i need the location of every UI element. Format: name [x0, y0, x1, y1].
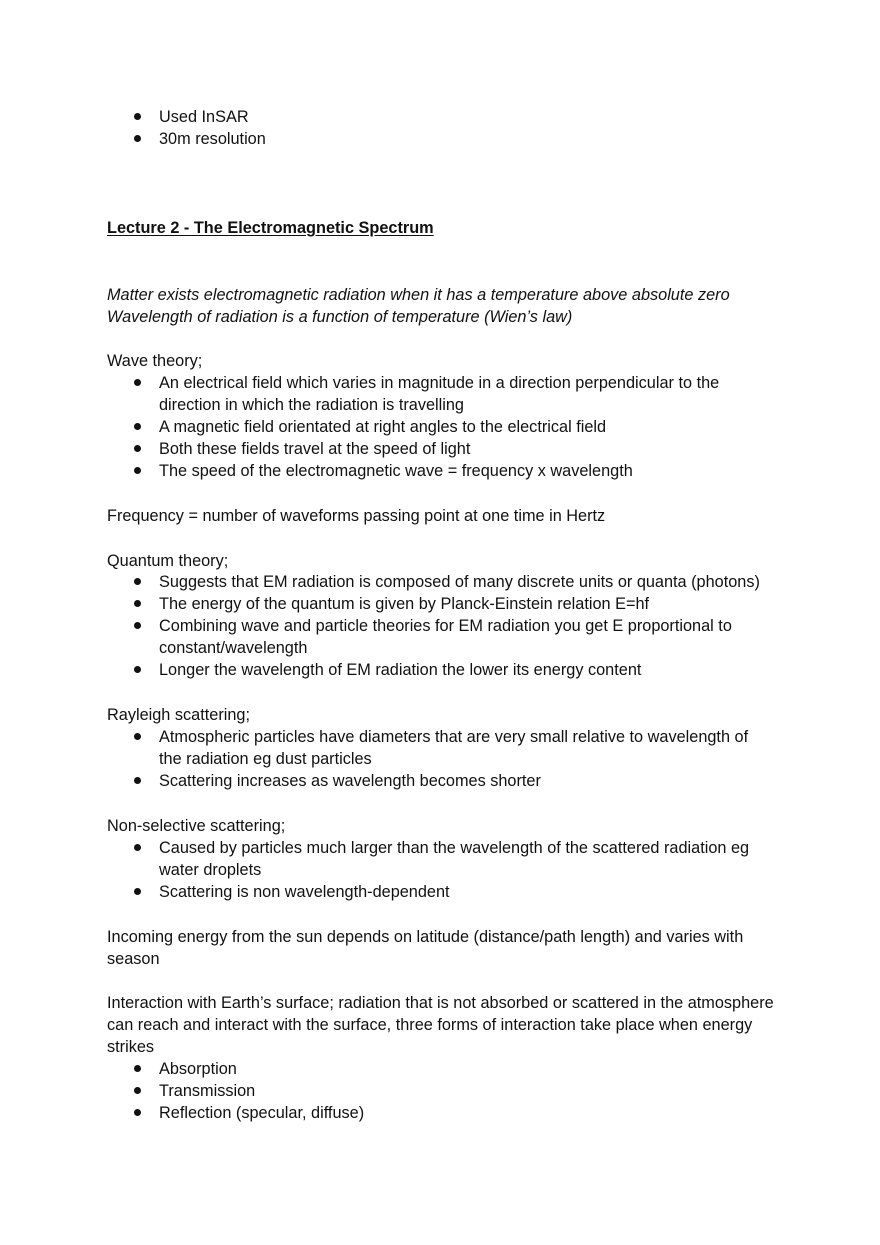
bullet-icon: [134, 733, 141, 740]
bullet-icon: [134, 844, 141, 851]
list-item: Reflection (specular, diffuse): [159, 1104, 365, 1122]
list-item-continuation: constant/wavelength: [159, 639, 308, 657]
intro-line: Wavelength of radiation is a function of temperature (Wien’s law): [107, 308, 573, 326]
bullet-icon: [134, 135, 141, 142]
bullet-icon: [134, 1109, 141, 1116]
list-item-continuation: the radiation eg dust particles: [159, 750, 372, 768]
incoming-energy-line: Incoming energy from the sun depends on latitude (distance/path length) and varies with: [107, 928, 744, 946]
bullet-icon: [134, 578, 141, 585]
interaction-line: Interaction with Earth’s surface; radiation that is not absorbed or scattered in the atmosphere: [107, 994, 774, 1012]
list-item: Combining wave and particle theories for EM radiation you get E proportional to: [159, 617, 732, 635]
section-title-quantum-theory: Quantum theory;: [107, 552, 229, 570]
list-item: Suggests that EM radiation is composed of many discrete units or quanta (photons): [159, 573, 760, 591]
frequency-definition: Frequency = number of waveforms passing point at one time in Hertz: [107, 507, 606, 525]
list-item: An electrical field which varies in magnitude in a direction perpendicular to the: [159, 374, 720, 392]
interaction-line: strikes: [107, 1038, 155, 1056]
list-item-continuation: direction in which the radiation is travelling: [159, 396, 464, 414]
list-item: 30m resolution: [159, 130, 266, 148]
bullet-icon: [134, 1087, 141, 1094]
bullet-icon: [134, 423, 141, 430]
section-title-non-selective: Non-selective scattering;: [107, 817, 286, 835]
list-item: The speed of the electromagnetic wave = frequency x wavelength: [159, 462, 633, 480]
list-item: Used InSAR: [159, 108, 249, 126]
list-item: The energy of the quantum is given by Planck-Einstein relation E=hf: [159, 595, 650, 613]
list-item: Longer the wavelength of EM radiation the lower its energy content: [159, 661, 642, 679]
intro-line: Matter exists electromagnetic radiation when it has a temperature above absolute zero: [107, 286, 730, 304]
list-item: Absorption: [159, 1060, 237, 1078]
bullet-icon: [134, 666, 141, 673]
bullet-icon: [134, 888, 141, 895]
lecture-heading: Lecture 2 - The Electromagnetic Spectrum: [107, 219, 434, 237]
list-item: Scattering is non wavelength-dependent: [159, 883, 450, 901]
list-item-continuation: water droplets: [159, 861, 262, 879]
list-item: Both these fields travel at the speed of light: [159, 440, 471, 458]
list-item: Caused by particles much larger than the wavelength of the scattered radiation eg: [159, 839, 750, 857]
incoming-energy-line: season: [107, 950, 160, 968]
list-item: Transmission: [159, 1082, 256, 1100]
bullet-icon: [134, 777, 141, 784]
section-title-rayleigh: Rayleigh scattering;: [107, 706, 250, 724]
interaction-line: can reach and interact with the surface, three forms of interaction take place when energy: [107, 1016, 753, 1034]
bullet-icon: [134, 467, 141, 474]
bullet-icon: [134, 1065, 141, 1072]
list-item: A magnetic field orientated at right angles to the electrical field: [159, 418, 607, 436]
list-item: Scattering increases as wavelength becomes shorter: [159, 772, 541, 790]
bullet-icon: [134, 600, 141, 607]
bullet-icon: [134, 379, 141, 386]
section-title-wave-theory: Wave theory;: [107, 352, 203, 370]
bullet-icon: [134, 622, 141, 629]
bullet-icon: [134, 113, 141, 120]
bullet-icon: [134, 445, 141, 452]
list-item: Atmospheric particles have diameters that are very small relative to wavelength of: [159, 728, 749, 746]
